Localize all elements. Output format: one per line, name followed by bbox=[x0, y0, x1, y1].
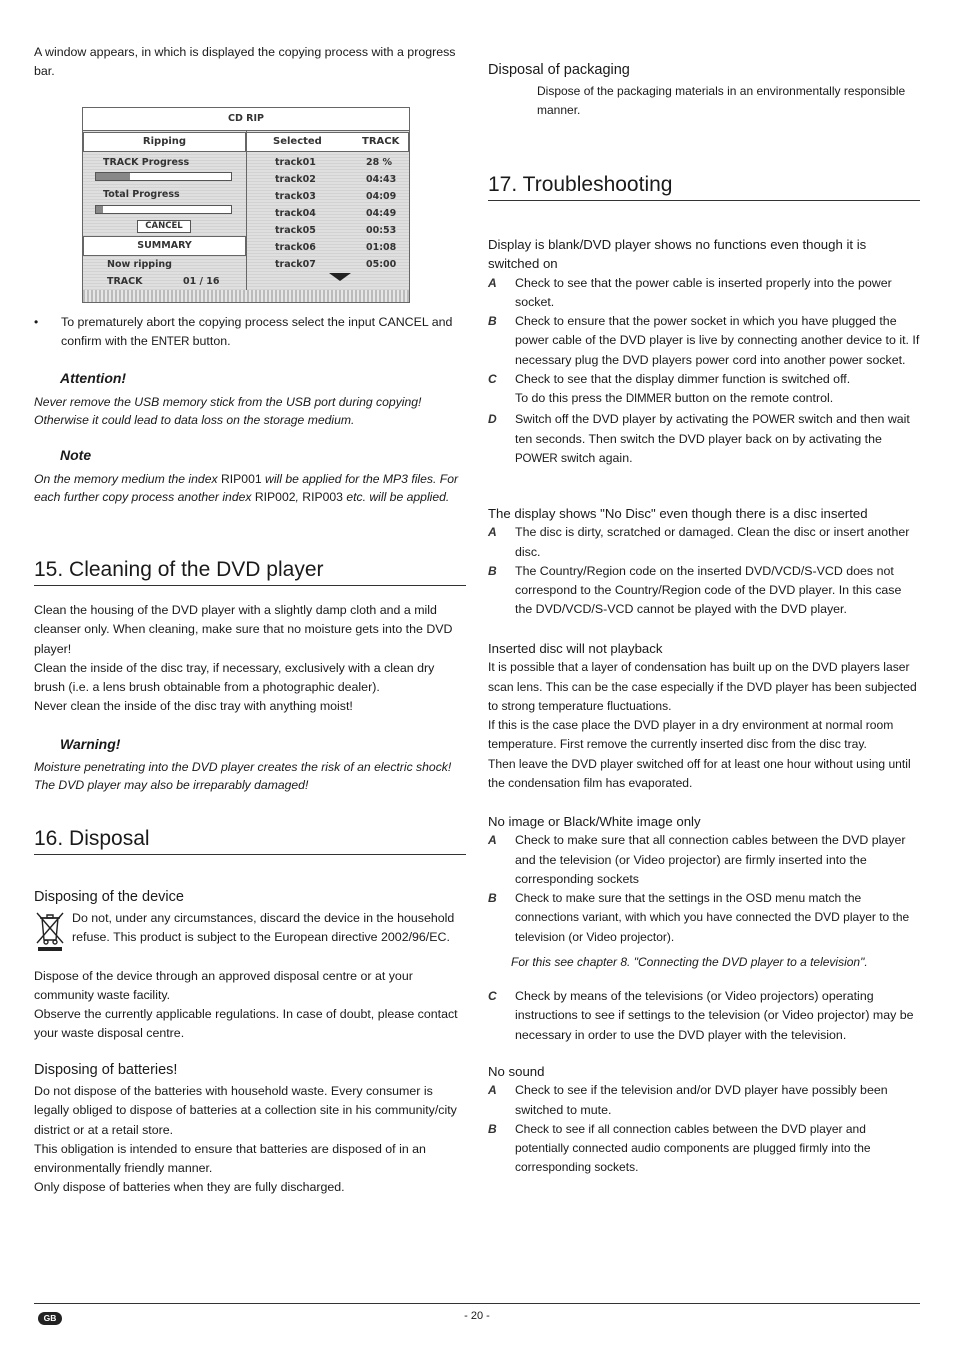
packaging-text: Dispose of the packaging materials in an environmentally responsible manner. bbox=[537, 84, 906, 118]
bullet-icon: • bbox=[34, 315, 39, 329]
track-progress-fill bbox=[96, 173, 130, 180]
problem-3-heading: Inserted disc will not playback bbox=[488, 641, 663, 656]
problem-display-blank bbox=[488, 235, 920, 470]
disposing-device-heading: Disposing of the device bbox=[34, 889, 184, 905]
total-progress-label: Total Progress bbox=[103, 189, 180, 200]
problem-5-item-b: B Check to see if all connection cables between the DVD player and potentially connected audio components are plugged firmly into the corresponding sockets. bbox=[488, 1121, 871, 1175]
problem-2-item-a: A The disc is dirty, scratched or damaged. Clean the disc or insert another disc. bbox=[488, 525, 910, 559]
track-label: TRACK bbox=[107, 276, 143, 287]
track-time: 01:08 bbox=[366, 242, 397, 253]
screen-noise-strip bbox=[83, 290, 409, 302]
problem-1-item-d: D Switch off the DVD player by activating the POWER switch and then wait ten seconds. Then switch the DVD player back on by activating the POWER switch again. bbox=[488, 411, 910, 466]
summary-button[interactable]: SUMMARY bbox=[83, 236, 246, 256]
track-name[interactable]: track07 bbox=[275, 259, 316, 270]
track-time: 00:53 bbox=[366, 225, 397, 236]
batteries-body bbox=[34, 1082, 466, 1198]
track-header-label: TRACK bbox=[362, 136, 400, 147]
problem-4-note: For this see chapter 8. "Connecting the DVD player to a television". bbox=[511, 955, 868, 970]
problem-4-item-b: B Check to make sure that the settings in the OSD menu match the connections variant, with which you have connected the DVD player to the television (or Video projector). bbox=[488, 891, 910, 944]
track-time: 04:43 bbox=[366, 174, 397, 185]
ripping-header: Ripping bbox=[83, 132, 246, 152]
selected-label: Selected bbox=[273, 136, 322, 147]
scroll-down-icon[interactable] bbox=[329, 273, 351, 281]
page-number: - 20 - bbox=[464, 1310, 490, 1322]
warning-text: Moisture penetrating into the DVD player creates the risk of an electric shock! The DVD player may also be irreparably damaged! bbox=[34, 760, 452, 792]
section-15-body bbox=[34, 601, 466, 717]
problem-no-sound bbox=[488, 1062, 920, 1178]
section-16-title: 16. Disposal bbox=[34, 826, 466, 855]
problem-2-item-b: B The Country/Region code on the inserted DVD/VCD/S-VCD does not correspond to the Country/Region code of the DVD player. In this case the DVD/VCD/S-VCD cannot be played with the DVD player. bbox=[488, 563, 902, 617]
track-name[interactable]: track06 bbox=[275, 242, 316, 253]
problem-no-playback bbox=[488, 639, 920, 793]
problem-2-heading: The display shows "No Disc" even though there is a disc inserted bbox=[488, 506, 868, 521]
selected-header bbox=[246, 132, 409, 152]
attention-text: Never remove the USB memory stick from the USB port during copying! Otherwise it could lead to data loss on the storage medium. bbox=[34, 395, 422, 427]
track-time: 04:09 bbox=[366, 191, 397, 202]
cd-rip-title: CD RIP bbox=[83, 108, 409, 131]
problem-3-text-2: If this is the case place the DVD player in a dry environment at normal room temperature. First remove the currently inserted disc from the disc tray. bbox=[488, 718, 894, 752]
track-count: 01 / 16 bbox=[183, 276, 220, 287]
problem-no-image bbox=[488, 812, 920, 1045]
problem-5-heading: No sound bbox=[488, 1064, 545, 1079]
disposing-batteries-heading: Disposing of batteries! bbox=[34, 1062, 178, 1078]
track-name[interactable]: track03 bbox=[275, 191, 316, 202]
section-17-title: 17. Troubleshooting bbox=[488, 172, 920, 201]
disposal-centre-text: Dispose of the device through an approved disposal centre or at your community waste facility. bbox=[34, 969, 413, 1003]
batteries-para-1: Do not dispose of the batteries with household waste. Every consumer is legally obliged to dispose of batteries at a collection site in his community/city district or at a retail store. bbox=[34, 1084, 457, 1137]
problem-4-item-c: C Check by means of the televisions (or Video projectors) operating instructions to see if settings to the television (or Video projector) may be necessary in order to use the DVD player with the television. bbox=[488, 989, 914, 1042]
attention-heading: Attention! bbox=[60, 370, 127, 386]
problem-3-text-1: It is possible that a layer of condensation has built up on the DVD players laser scan lens. This can be the case especially if the DVD player has been subjected to strong temperature fluctuations. bbox=[488, 660, 917, 713]
weee-bin-icon bbox=[34, 910, 66, 952]
problem-1-item-b: B Check to ensure that the power socket in which you have plugged the power cable of the DVD player is live by connecting another device to it. If necessary plug the DVD players power cord into another power socket. bbox=[488, 314, 920, 367]
cd-rip-screen bbox=[82, 107, 410, 303]
problem-1-heading: Display is blank/DVD player shows no functions even though it is switched on bbox=[488, 237, 867, 272]
divider bbox=[246, 130, 247, 302]
problem-4-heading: No image or Black/White image only bbox=[488, 814, 701, 829]
batteries-para-3: Only dispose of batteries when they are fully discharged. bbox=[34, 1180, 345, 1195]
problem-no-disc bbox=[488, 504, 920, 620]
track-progress-label: TRACK Progress bbox=[103, 157, 190, 168]
total-progress-bar bbox=[95, 205, 232, 214]
abort-text: To prematurely abort the copying process select the input CANCEL and confirm with the ENTER button. bbox=[61, 315, 453, 349]
track-time: 05:00 bbox=[366, 259, 397, 270]
cleaning-para-2: Clean the inside of the disc tray, if necessary, exclusively with a clean dry brush (i.e. a lens brush obtainable from a photographic dealer). bbox=[34, 660, 435, 695]
problem-5-item-a: A Check to see if the television and/or DVD player have possibly been switched to mute. bbox=[488, 1083, 888, 1117]
batteries-para-2: This obligation is intended to ensure that batteries are disposed of in an environmentally friendly manner. bbox=[34, 1141, 426, 1176]
regulations-text: Observe the currently applicable regulations. In case of doubt, please contact your waste disposal centre. bbox=[34, 1007, 458, 1041]
track-name[interactable]: track04 bbox=[275, 208, 316, 219]
track-name[interactable]: track02 bbox=[275, 174, 316, 185]
country-badge: GB bbox=[38, 1312, 62, 1325]
disposing-device-text: Do not, under any circumstances, discard the device in the household refuse. This product is subject to the European directive 2002/96/EC. bbox=[72, 911, 455, 945]
warning-heading: Warning! bbox=[60, 736, 121, 752]
cleaning-para-3: Never clean the inside of the disc tray with anything moist! bbox=[34, 699, 353, 714]
track-time: 28 % bbox=[366, 157, 393, 168]
packaging-heading: Disposal of packaging bbox=[488, 62, 630, 78]
footer-rule bbox=[34, 1303, 920, 1304]
track-name[interactable]: track01 bbox=[275, 157, 316, 168]
abort-bullet bbox=[34, 313, 466, 353]
section-15-title: 15. Cleaning of the DVD player bbox=[34, 557, 466, 586]
note-text: On the memory medium the index RIP001 will be applied for the MP3 files. For each further copy process another index RIP002, RIP003 etc. will be applied. bbox=[34, 472, 459, 504]
total-progress-fill bbox=[96, 206, 103, 213]
problem-4-item-a: A Check to make sure that all connection cables between the DVD player and the television (or Video projector) are firmly inserted into the corresponding sockets bbox=[488, 833, 906, 886]
intro-text: A window appears, in which is displayed the copying process with a progress bar. bbox=[34, 45, 456, 79]
problem-3-text-3: Then leave the DVD player switched off for at least one hour without using until the condensation film has evaporated. bbox=[488, 756, 911, 791]
track-name[interactable]: track05 bbox=[275, 225, 316, 236]
cancel-button[interactable]: CANCEL bbox=[137, 220, 191, 233]
problem-1-item-c: C Check to see that the display dimmer function is switched off. To do this press the DIMMER button on the remote control. bbox=[488, 372, 851, 406]
track-progress-bar bbox=[95, 172, 232, 181]
note-heading: Note bbox=[60, 447, 92, 463]
problem-1-item-a: A Check to see that the power cable is inserted properly into the power socket. bbox=[488, 275, 892, 309]
cleaning-para-1: Clean the housing of the DVD player with a slightly damp cloth and a mild cleanser only. When cleaning, make sure that no moisture gets into the DVD player! bbox=[34, 603, 453, 656]
now-ripping-label: Now ripping bbox=[107, 259, 172, 270]
track-time: 04:49 bbox=[366, 208, 397, 219]
